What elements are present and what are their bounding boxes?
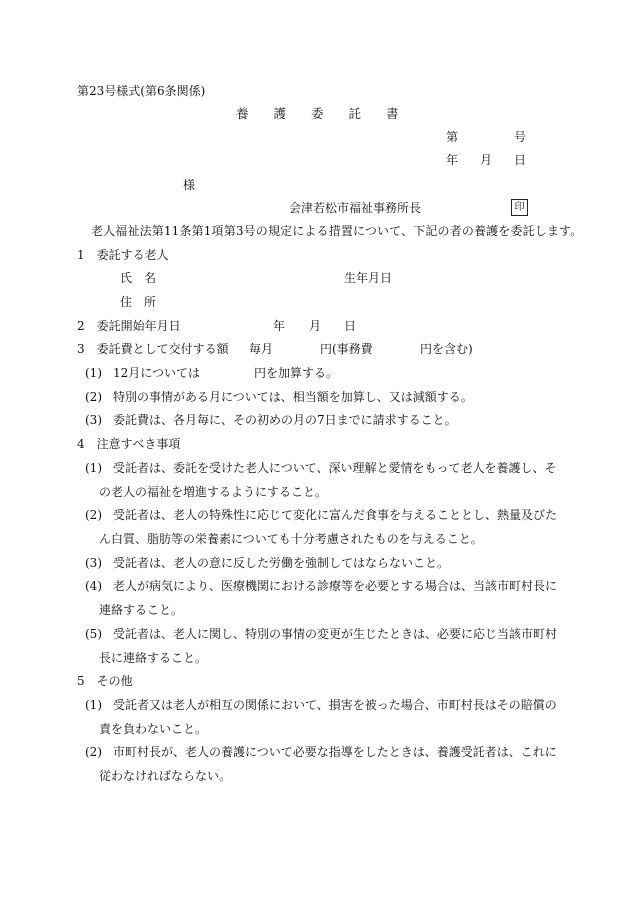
- number-prefix: 第: [446, 130, 459, 144]
- s4-item-3-num: (3): [85, 556, 102, 570]
- date-month: 月: [480, 153, 493, 167]
- section-3-heading: 3 委託費として交付する額: [77, 342, 229, 356]
- s5-item-2-line1: 市町村長が、老人の養護について必要な指導をしたときは、養護受託者は、これに: [113, 745, 557, 759]
- addressee-suffix: 様: [183, 178, 196, 192]
- form-label: 第23号様式(第6条関係): [77, 84, 206, 98]
- s4-item-5-line2: 長に連絡すること。: [99, 651, 208, 665]
- preamble: 老人福祉法第11条第1項第3号の規定による措置について、下記の者の養護を委託します。: [91, 224, 583, 238]
- section-1-heading: 1 委託する老人: [77, 248, 169, 262]
- address-label: 住 所: [120, 295, 157, 309]
- number-suffix: 号: [514, 130, 527, 144]
- s5-item-1-num: (1): [85, 698, 102, 712]
- s4-item-1-line2: の老人の福祉を増進するようにすること。: [99, 485, 328, 499]
- s4-item-5-num: (5): [85, 627, 102, 641]
- issuer: 会津若松市福祉事務所長: [289, 201, 422, 215]
- document-title: 養 護 委 託 書: [236, 106, 399, 121]
- s5-item-1-line1: 受託者又は老人が相互の関係において、損害を被った場合、市町村長はその賠償の: [113, 698, 557, 712]
- section-5-heading: 5 その他: [77, 674, 133, 688]
- s3-item-1-num: (1): [85, 366, 102, 380]
- s4-item-4-line1: 老人が病気により、医療機関における診療等を必要とする場合は、当該市町村長に: [113, 579, 558, 593]
- s4-item-2-line2: ん白質、脂肪等の栄養素についても十分考慮されたものを与えること。: [99, 532, 483, 546]
- start-year: 年: [273, 319, 286, 333]
- s5-item-1-line2: 責を負わないこと。: [99, 722, 208, 736]
- s4-item-2-line1: 受託者は、老人の特殊性に応じて変化に富んだ食事を与えることとし、熱量及びた: [113, 508, 558, 522]
- s4-item-2-num: (2): [85, 508, 102, 522]
- start-month: 月: [309, 319, 322, 333]
- section-4-heading: 4 注意すべき事項: [77, 437, 181, 451]
- s3-item-3-text: 委託費は、各月毎に、その初めの月の7日までに請求すること。: [113, 413, 457, 427]
- start-day: 日: [344, 319, 357, 333]
- s3-item-1-text-a: 12月については: [113, 366, 201, 380]
- s4-item-5-line1: 受託者は、老人に関し、特別の事情の変更が生じたときは、必要に応じ当該市町村: [113, 627, 558, 641]
- s4-item-4-num: (4): [85, 579, 102, 593]
- birth-label: 生年月日: [344, 271, 393, 285]
- seal: 印: [511, 199, 528, 216]
- s4-item-3-line1: 受託者は、老人の意に反した労働を強制してはならないこと。: [113, 556, 450, 570]
- s5-item-2-line2: 従わなければならない。: [99, 769, 232, 783]
- yen-admin-label: 円(事務費: [320, 342, 373, 356]
- date-day: 日: [514, 153, 527, 167]
- name-label: 氏 名: [120, 271, 157, 285]
- s4-item-4-line2: 連絡すること。: [99, 603, 184, 617]
- s4-item-1-line1: 受託者は、委託を受けた老人について、深い理解と愛情をもって老人を養護し、そ: [113, 461, 557, 475]
- s3-item-1-text-b: 円を加算する。: [254, 366, 339, 380]
- section-2-heading: 2 委託開始年月日: [77, 319, 181, 333]
- yen-incl-label: 円を含む): [420, 342, 473, 356]
- date-year: 年: [446, 153, 459, 167]
- s3-item-3-num: (3): [85, 413, 102, 427]
- s5-item-2-num: (2): [85, 745, 102, 759]
- s4-item-1-num: (1): [85, 461, 102, 475]
- s3-item-2-text: 特別の事情がある月については、相当額を加算し、又は減額する。: [113, 390, 473, 404]
- monthly-label: 毎月: [249, 342, 274, 356]
- s3-item-2-num: (2): [85, 390, 102, 404]
